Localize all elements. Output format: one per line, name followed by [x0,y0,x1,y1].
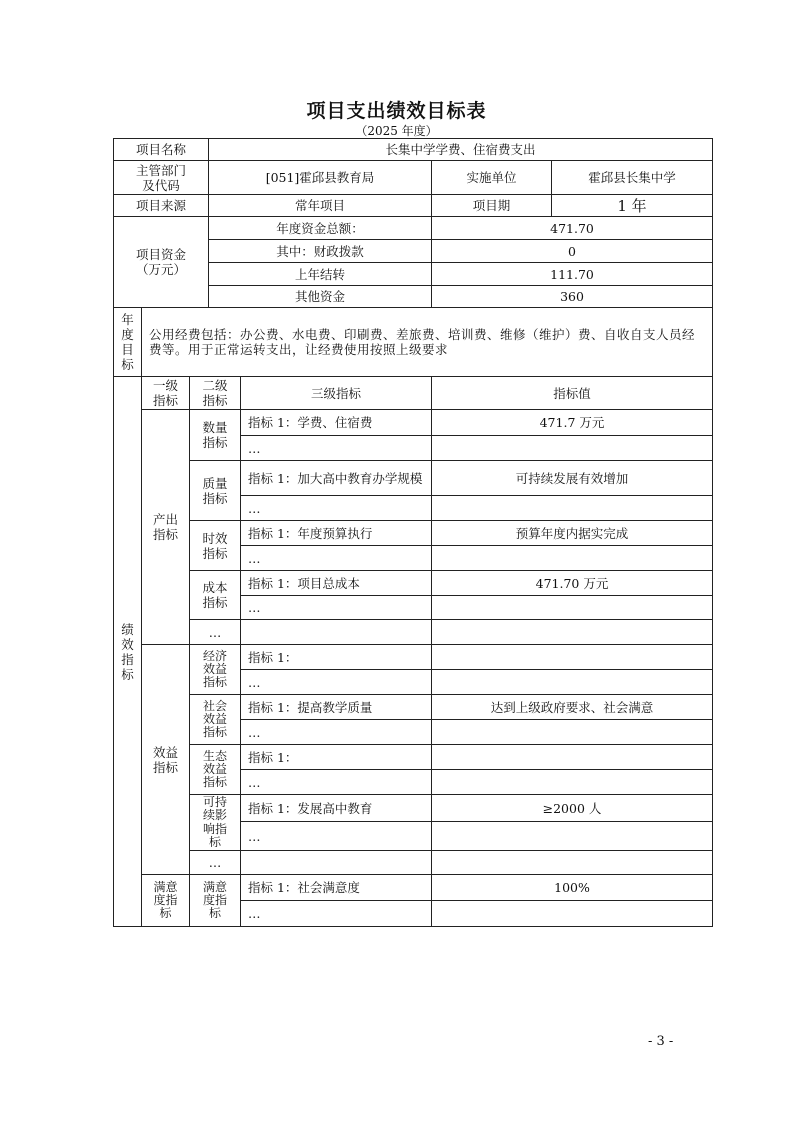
funds-fiscal-value: 0 [431,239,713,263]
page-title: 项目支出绩效目标表 [306,100,487,122]
cost-value: 471.70 万元 [431,570,713,596]
source-value: 常年项目 [208,194,432,217]
sustainable-ellipsis: … [240,821,432,851]
cost-empty [431,595,713,620]
economic-value [431,644,713,670]
period-label: 项目期 [431,194,552,217]
quality-label: 质量指标 [189,460,241,521]
funds-label: 项目资金（万元） [113,216,209,308]
quantity-empty [431,435,713,461]
benefit-more-empty-value [431,850,713,875]
quality-empty [431,495,713,521]
social-empty [431,719,713,745]
perf-label: 绩效指标 [113,376,142,927]
funds-total-label: 年度资金总额： [208,216,432,240]
social-label: 社会效益指标 [189,694,241,745]
funds-carryover-label: 上年结转 [208,262,432,286]
funds-fiscal-label: 其中：财政拨款 [208,239,432,263]
header-level2: 二级指标 [189,376,241,410]
satisfaction-label: 满意度指标 [141,874,190,927]
timeliness-value: 预算年度内据实完成 [431,520,713,546]
quantity-ellipsis: … [240,435,432,461]
dept-value: [051]霍邱县教育局 [208,160,432,195]
social-value: 达到上级政府要求、社会满意 [431,694,713,720]
page-subtitle: （2025 年度） [355,124,438,138]
economic-empty [431,669,713,695]
satisfaction-empty [431,900,713,927]
satisfaction-item: 指标 1：社会满意度 [240,874,432,901]
quality-value: 可持续发展有效增加 [431,460,713,496]
performance-table [113,138,713,927]
social-item: 指标 1：提高教学质量 [240,694,432,720]
ecological-value [431,744,713,770]
period-value: 1 年 [551,194,713,217]
ecological-empty [431,769,713,795]
quality-item: 指标 1：加大高中教育办学规模 [240,460,432,496]
economic-ellipsis: … [240,669,432,695]
ecological-ellipsis: … [240,769,432,795]
timeliness-item: 指标 1：年度预算执行 [240,520,432,546]
funds-carryover-value: 111.70 [431,262,713,286]
ecological-item: 指标 1： [240,744,432,770]
funds-other-label: 其他资金 [208,285,432,308]
funds-other-value: 360 [431,285,713,308]
page-number: - 3 - [648,1034,674,1049]
satisfaction-ellipsis: … [240,900,432,927]
source-label: 项目来源 [113,194,209,217]
project-name-label: 项目名称 [113,138,209,161]
sustainable-value: ≥2000 人 [431,794,713,822]
quality-ellipsis: … [240,495,432,521]
quantity-label: 数量指标 [189,409,241,461]
output-more-empty-value [431,619,713,645]
unit-value: 霍邱县长集中学 [551,160,713,195]
quantity-value: 471.7 万元 [431,409,713,436]
header-level3: 三级指标 [240,376,432,410]
output-more-ellipsis: … [189,619,241,645]
benefit-more-ellipsis: … [189,850,241,875]
benefit-label: 效益指标 [141,644,190,875]
timeliness-ellipsis: … [240,545,432,571]
project-name: 长集中学学费、住宿费支出 [208,138,713,161]
sustainable-label: 可持续影响指标 [189,794,241,851]
satisfaction-sub-label: 满意度指标 [189,874,241,927]
quantity-item: 指标 1：学费、住宿费 [240,409,432,436]
sustainable-item: 指标 1：发展高中教育 [240,794,432,822]
benefit-more-empty [240,850,432,875]
output-label: 产出指标 [141,409,190,645]
economic-label: 经济效益指标 [189,644,241,695]
social-ellipsis: … [240,719,432,745]
goal-text: 公用经费包括：办公费、水电费、印刷费、差旅费、培训费、维修（维护）费、自收自支人员经费等。用于正常运转支出，让经费使用按照上级要求 [141,307,713,377]
header-value: 指标值 [431,376,713,410]
funds-total-value: 471.70 [431,216,713,240]
ecological-label: 生态效益指标 [189,744,241,795]
cost-label: 成本指标 [189,570,241,620]
header-level1: 一级指标 [141,376,190,410]
goal-label: 年度目标 [113,307,142,377]
cost-ellipsis: … [240,595,432,620]
timeliness-label: 时效指标 [189,520,241,571]
cost-item: 指标 1：项目总成本 [240,570,432,596]
satisfaction-value: 100% [431,874,713,901]
output-more-empty [240,619,432,645]
sustainable-empty [431,821,713,851]
unit-label: 实施单位 [431,160,552,195]
economic-item: 指标 1： [240,644,432,670]
dept-label: 主管部门及代码 [113,160,209,195]
timeliness-empty [431,545,713,571]
